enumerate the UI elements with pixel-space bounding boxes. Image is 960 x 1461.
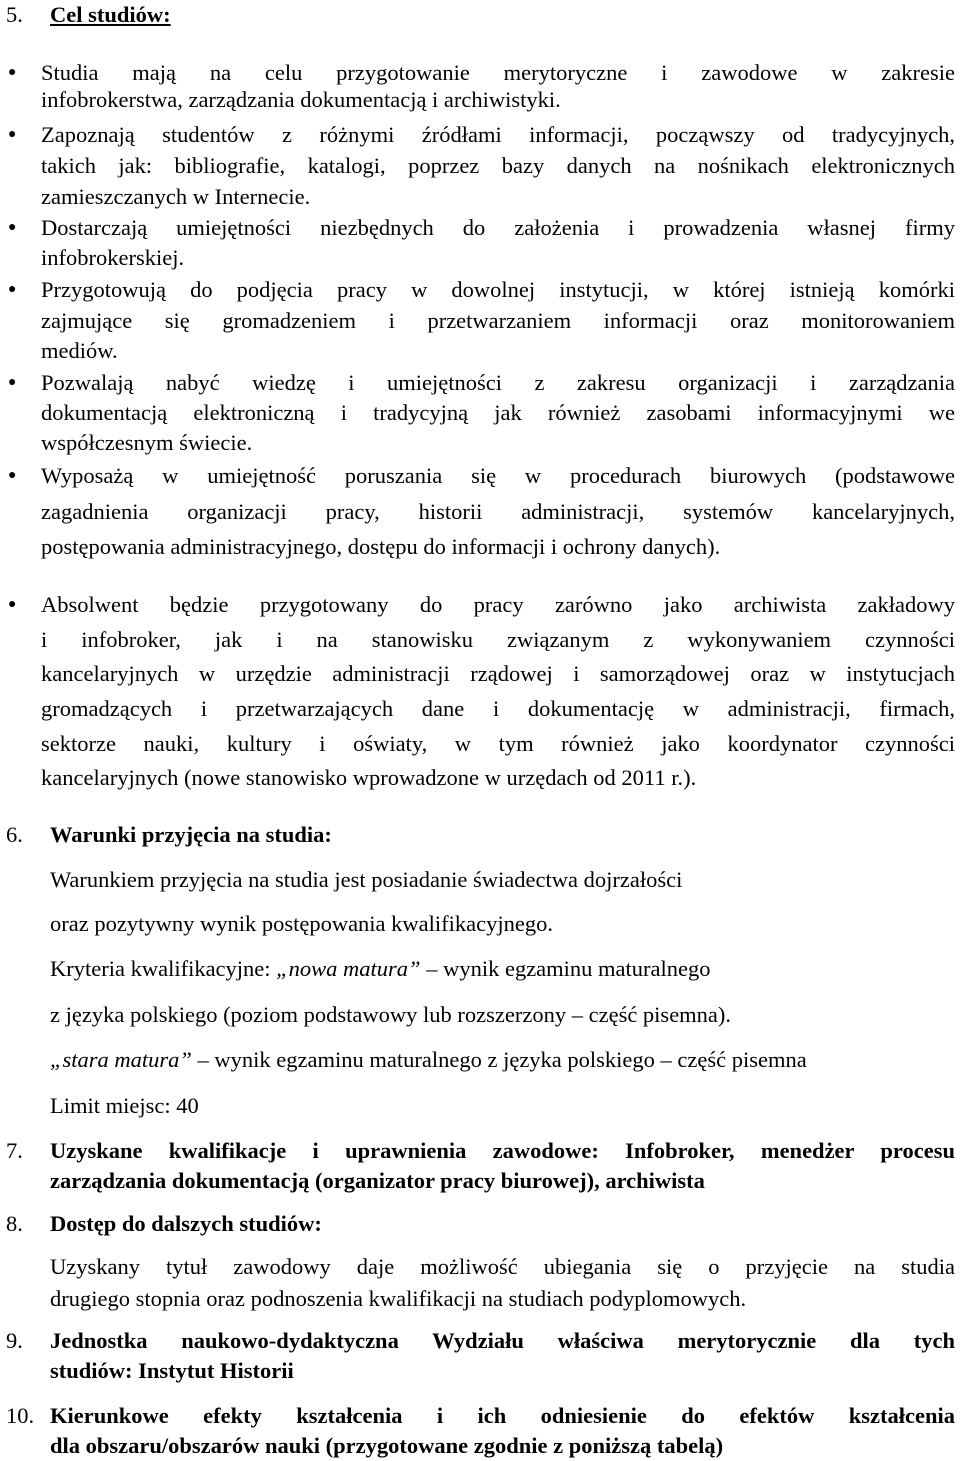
section-6-paragraph-1: Warunkiem przyjęcia na studia jest posiadanie świadectwa dojrzałości (50, 867, 683, 892)
section-7-line-1: Uzyskane kwalifikacje i uprawnienia zawodowe: Infobroker, menedżer procesu (50, 1138, 955, 1163)
section-6-title: Warunki przyjęcia na studia: (50, 822, 332, 847)
section-8-number: 8. (6, 1211, 23, 1236)
bullet-icon: ● (8, 127, 17, 142)
section-9-line-2: studiów: Instytut Historii (50, 1358, 294, 1383)
bullet-7-line-3: kancelaryjnych w urzędzie administracji rządowej i samorządowej oraz w instytucjach (41, 661, 955, 686)
bullet-6-line-2: zagadnienia organizacji pracy, historii administracji, systemów kancelaryjnych, (41, 499, 955, 524)
section-6-number: 6. (6, 822, 23, 847)
bullet-icon: ● (8, 220, 17, 235)
section-5-title: Cel studiów: (50, 2, 171, 27)
bullet-4-line-2: zajmujące się gromadzeniem i przetwarzaniem informacji oraz monitorowaniem (41, 308, 955, 333)
old-matura-line (50, 1047, 955, 1073)
bullet-3-line-2: infobrokerskiej. (41, 245, 185, 270)
section-5-number: 5. (6, 2, 23, 27)
section-8-line-1: Uzyskany tytuł zawodowy daje możliwość ubiegania się o przyjęcie na studia (50, 1254, 955, 1279)
bullet-2-line-2: takich jak: bibliografie, katalogi, poprzez bazy danych na nośnikach elektronicznych (41, 153, 955, 178)
section-6-paragraph-2: oraz pozytywny wynik postępowania kwalifikacyjnego. (50, 911, 553, 936)
section-10-number: 10. (6, 1403, 35, 1428)
bullet-icon: ● (8, 65, 17, 80)
new-matura-description: – wynik egzaminu maturalnego (426, 956, 711, 981)
bullet-7-line-2: i infobroker, jak i na stanowisku związanym z wykonywaniem czynności (41, 627, 955, 652)
bullet-2-line-3: zamieszczanych w Internecie. (41, 184, 311, 209)
section-9-number: 9. (6, 1328, 23, 1353)
bullet-6-line-3: postępowania administracyjnego, dostępu do informacji i ochrony danych). (41, 534, 721, 559)
bullet-icon: ● (8, 375, 17, 390)
section-8-line-2: drugiego stopnia oraz podnoszenia kwalifikacji na studiach podyplomowych. (50, 1286, 747, 1311)
bullet-6-line-1: Wyposażą w umiejętność poruszania się w procedurach biurowych (podstawowe (41, 463, 955, 488)
bullet-7-line-5: sektorze nauki, kultury i oświaty, w tym również jako koordynator czynności (41, 731, 955, 756)
admission-limit: Limit miejsc: 40 (50, 1093, 199, 1118)
bullet-5-line-3: współczesnym świecie. (41, 430, 253, 455)
criteria-line (50, 956, 955, 982)
new-matura-description-cont: z języka polskiego (poziom podstawowy lub rozszerzony – część pisemna). (50, 1002, 732, 1027)
bullet-4-line-1: Przygotowują do podjęcia pracy w dowolnej instytucji, w której istnieją komórki (41, 277, 955, 302)
bullet-7-line-6: kancelaryjnych (nowe stanowisko wprowadzone w urzędach od 2011 r.). (41, 765, 697, 790)
new-matura-label: „nowa matura” (276, 956, 421, 981)
bullet-2-line-1: Zapoznają studentów z różnymi źródłami informacji, począwszy od tradycyjnych, (41, 122, 955, 147)
section-8-title: Dostęp do dalszych studiów: (50, 1211, 322, 1236)
bullet-1-line-1: Studia mają na celu przygotowanie merytoryczne i zawodowe w zakresie (41, 60, 955, 85)
section-7-number: 7. (6, 1138, 23, 1163)
criteria-label: Kryteria kwalifikacyjne: (50, 956, 271, 981)
old-matura-description: – wynik egzaminu maturalnego z języka polskiego – część pisemna (197, 1047, 807, 1072)
bullet-5-line-1: Pozwalają nabyć wiedzę i umiejętności z zakresu organizacji i zarządzania (41, 370, 955, 395)
section-10-line-2: dla obszaru/obszarów nauki (przygotowane zgodnie z poniższą tabelą) (50, 1433, 724, 1458)
bullet-4-line-3: mediów. (41, 338, 118, 363)
bullet-icon: ● (8, 597, 17, 612)
section-10-line-1: Kierunkowe efekty kształcenia i ich odniesienie do efektów kształcenia (50, 1403, 955, 1428)
bullet-3-line-1: Dostarczają umiejętności niezbędnych do założenia i prowadzenia własnej firmy (41, 215, 955, 240)
bullet-icon: ● (8, 282, 17, 297)
section-7-line-2: zarządzania dokumentacją (organizator pracy biurowej), archiwista (50, 1168, 705, 1193)
section-9-line-1: Jednostka naukowo-dydaktyczna Wydziału właściwa merytorycznie dla tych (50, 1328, 955, 1353)
bullet-7-line-1: Absolwent będzie przygotowany do pracy zarówno jako archiwista zakładowy (41, 592, 955, 617)
bullet-5-line-2: dokumentacją elektroniczną i tradycyjną jak również zasobami informacyjnymi we (41, 400, 955, 425)
bullet-icon: ● (8, 468, 17, 483)
bullet-1-line-2: infobrokerstwa, zarządzania dokumentacją i archiwistyki. (41, 87, 561, 112)
old-matura-label: „stara matura” (50, 1047, 192, 1072)
bullet-7-line-4: gromadzących i przetwarzających dane i dokumentację w administracji, firmach, (41, 696, 955, 721)
